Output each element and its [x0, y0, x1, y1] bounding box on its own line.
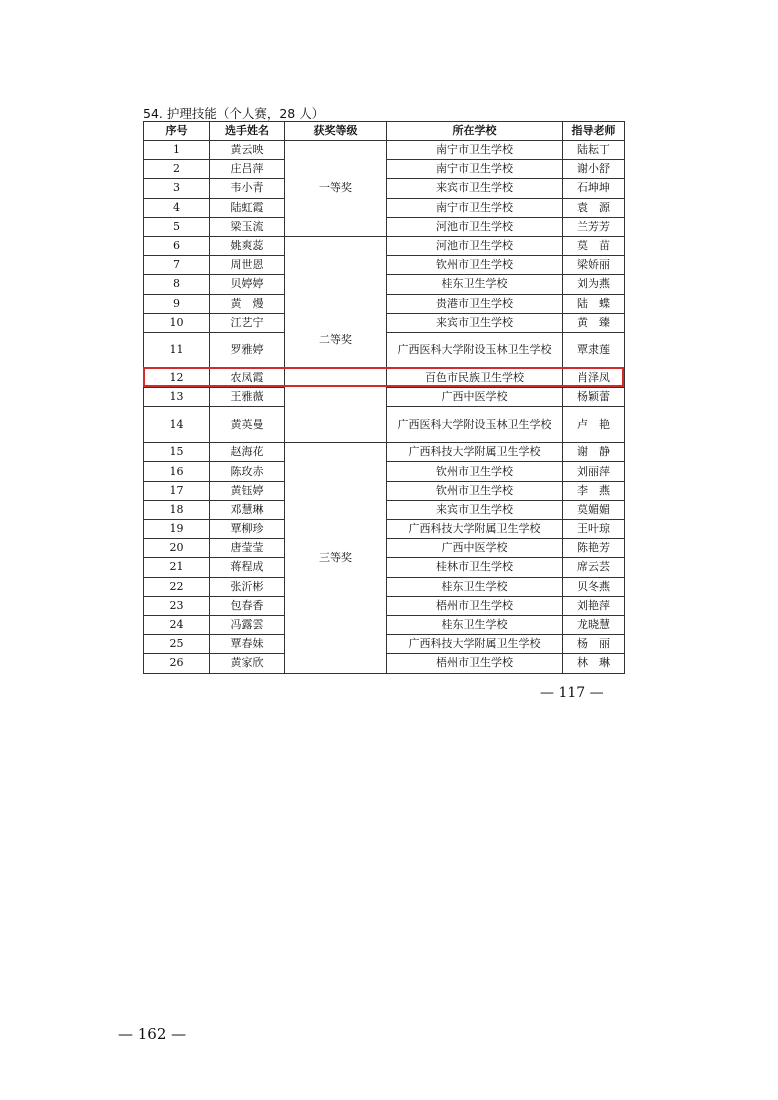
cell-teacher: 龙晓慧: [563, 615, 625, 634]
cell-teacher: 肖泽凤: [563, 368, 625, 387]
cell-number: 16: [144, 462, 210, 481]
cell-teacher: 李 燕: [563, 481, 625, 500]
cell-name: 王雅薇: [210, 388, 285, 407]
cell-name: 赵海花: [210, 443, 285, 462]
table-header-row: [144, 122, 625, 141]
cell-number: 5: [144, 217, 210, 236]
cell-name: 冯露雲: [210, 615, 285, 634]
cell-number: 14: [144, 407, 210, 443]
cell-teacher: 王叶琼: [563, 520, 625, 539]
cell-school: 钦州市卫生学校: [387, 256, 563, 275]
cell-name: 罗雅婷: [210, 332, 285, 368]
header-teacher: 指导老师: [563, 122, 625, 141]
cell-teacher: 覃隶莲: [563, 332, 625, 368]
cell-number: 15: [144, 443, 210, 462]
cell-name: 庄吕萍: [210, 160, 285, 179]
cell-name: 陆虹霞: [210, 198, 285, 217]
cell-number: 21: [144, 558, 210, 577]
cell-name: 包春香: [210, 596, 285, 615]
results-table: [143, 121, 625, 674]
cell-number: 11: [144, 332, 210, 368]
cell-teacher: 谢 静: [563, 443, 625, 462]
cell-number: 22: [144, 577, 210, 596]
cell-number: 18: [144, 500, 210, 519]
cell-name: 黄家欣: [210, 654, 285, 673]
cell-school: 广西医科大学附设玉林卫生学校: [387, 407, 563, 443]
cell-school: 来宾市卫生学校: [387, 313, 563, 332]
table-row: [144, 443, 625, 462]
cell-number: 8: [144, 275, 210, 294]
header-number: 序号: [144, 122, 210, 141]
award-third: 三等奖: [285, 443, 387, 673]
cell-number: 6: [144, 236, 210, 255]
cell-number: 1: [144, 141, 210, 160]
cell-school: 广西科技大学附属卫生学校: [387, 635, 563, 654]
cell-teacher: 刘丽萍: [563, 462, 625, 481]
cell-school: 广西中医学校: [387, 539, 563, 558]
cell-school: 广西医科大学附设玉林卫生学校: [387, 332, 563, 368]
cell-number: 9: [144, 294, 210, 313]
cell-number: 12: [144, 368, 210, 387]
cell-number: 3: [144, 179, 210, 198]
cell-teacher: 林 琳: [563, 654, 625, 673]
cell-teacher: 刘为燕: [563, 275, 625, 294]
cell-name: 覃春妹: [210, 635, 285, 654]
cell-school: 桂东卫生学校: [387, 275, 563, 294]
cell-school: 南宁市卫生学校: [387, 160, 563, 179]
cell-school: 广西中医学校: [387, 388, 563, 407]
cell-number: 23: [144, 596, 210, 615]
cell-name: 黄英曼: [210, 407, 285, 443]
cell-number: 10: [144, 313, 210, 332]
cell-teacher: 陆 蝶: [563, 294, 625, 313]
cell-number: 19: [144, 520, 210, 539]
cell-teacher: 席云芸: [563, 558, 625, 577]
cell-name: 邓慧琳: [210, 500, 285, 519]
cell-number: 4: [144, 198, 210, 217]
cell-school: 河池市卫生学校: [387, 217, 563, 236]
cell-name: 覃柳珍: [210, 520, 285, 539]
table-row: [144, 141, 625, 160]
cell-teacher: 贝冬燕: [563, 577, 625, 596]
cell-name: 张沂彬: [210, 577, 285, 596]
header-name: 选手姓名: [210, 122, 285, 141]
cell-name: 姚爽蕊: [210, 236, 285, 255]
cell-teacher: 兰芳芳: [563, 217, 625, 236]
cell-school: 桂东卫生学校: [387, 577, 563, 596]
cell-name: 黄钰婷: [210, 481, 285, 500]
cell-teacher: 杨颖蕾: [563, 388, 625, 407]
cell-school: 贵港市卫生学校: [387, 294, 563, 313]
cell-school: 来宾市卫生学校: [387, 500, 563, 519]
cell-teacher: 刘艳萍: [563, 596, 625, 615]
cell-name: 江艺宁: [210, 313, 285, 332]
cell-school: 来宾市卫生学校: [387, 179, 563, 198]
cell-name: 黄 熳: [210, 294, 285, 313]
cell-name: 贝婷婷: [210, 275, 285, 294]
cell-teacher: 石坤坤: [563, 179, 625, 198]
cell-number: 17: [144, 481, 210, 500]
cell-number: 7: [144, 256, 210, 275]
cell-school: 广西科技大学附属卫生学校: [387, 520, 563, 539]
cell-name: 蒋程成: [210, 558, 285, 577]
cell-school: 钦州市卫生学校: [387, 462, 563, 481]
cell-number: 2: [144, 160, 210, 179]
cell-teacher: 莫 苗: [563, 236, 625, 255]
cell-number: 24: [144, 615, 210, 634]
cell-school: 钦州市卫生学校: [387, 481, 563, 500]
cell-number: 26: [144, 654, 210, 673]
cell-school: 桂林市卫生学校: [387, 558, 563, 577]
table-body: [144, 141, 625, 674]
cell-teacher: 陈艳芳: [563, 539, 625, 558]
cell-school: 梧州市卫生学校: [387, 654, 563, 673]
cell-school: 南宁市卫生学校: [387, 198, 563, 217]
cell-number: 20: [144, 539, 210, 558]
cell-school: 河池市卫生学校: [387, 236, 563, 255]
award-second: 二等奖: [285, 236, 387, 442]
award-first: 一等奖: [285, 141, 387, 237]
cell-number: 25: [144, 635, 210, 654]
cell-number: 13: [144, 388, 210, 407]
cell-teacher: 黄 臻: [563, 313, 625, 332]
cell-teacher: 谢小舒: [563, 160, 625, 179]
cell-school: 梧州市卫生学校: [387, 596, 563, 615]
cell-teacher: 梁娇丽: [563, 256, 625, 275]
header-award: 获奖等级: [285, 122, 387, 141]
cell-name: 韦小青: [210, 179, 285, 198]
cell-school: 百色市民族卫生学校: [387, 368, 563, 387]
cell-name: 周世恩: [210, 256, 285, 275]
cell-name: 梁玉流: [210, 217, 285, 236]
page-number-inner: — 117 —: [540, 685, 604, 701]
cell-name: 黄云映: [210, 141, 285, 160]
cell-name: 唐莹莹: [210, 539, 285, 558]
section-title: 54. 护理技能（个人赛，28 人）: [143, 106, 325, 121]
cell-name: 农凤霞: [210, 368, 285, 387]
cell-teacher: 卢 艳: [563, 407, 625, 443]
cell-teacher: 莫媚媚: [563, 500, 625, 519]
cell-name: 陈玫赤: [210, 462, 285, 481]
table-row: [144, 236, 625, 255]
cell-school: 南宁市卫生学校: [387, 141, 563, 160]
cell-school: 广西科技大学附属卫生学校: [387, 443, 563, 462]
header-school: 所在学校: [387, 122, 563, 141]
cell-teacher: 陆耘丁: [563, 141, 625, 160]
cell-school: 桂东卫生学校: [387, 615, 563, 634]
cell-teacher: 杨 丽: [563, 635, 625, 654]
cell-teacher: 袁 源: [563, 198, 625, 217]
page-number-outer: — 162 —: [118, 1025, 187, 1043]
